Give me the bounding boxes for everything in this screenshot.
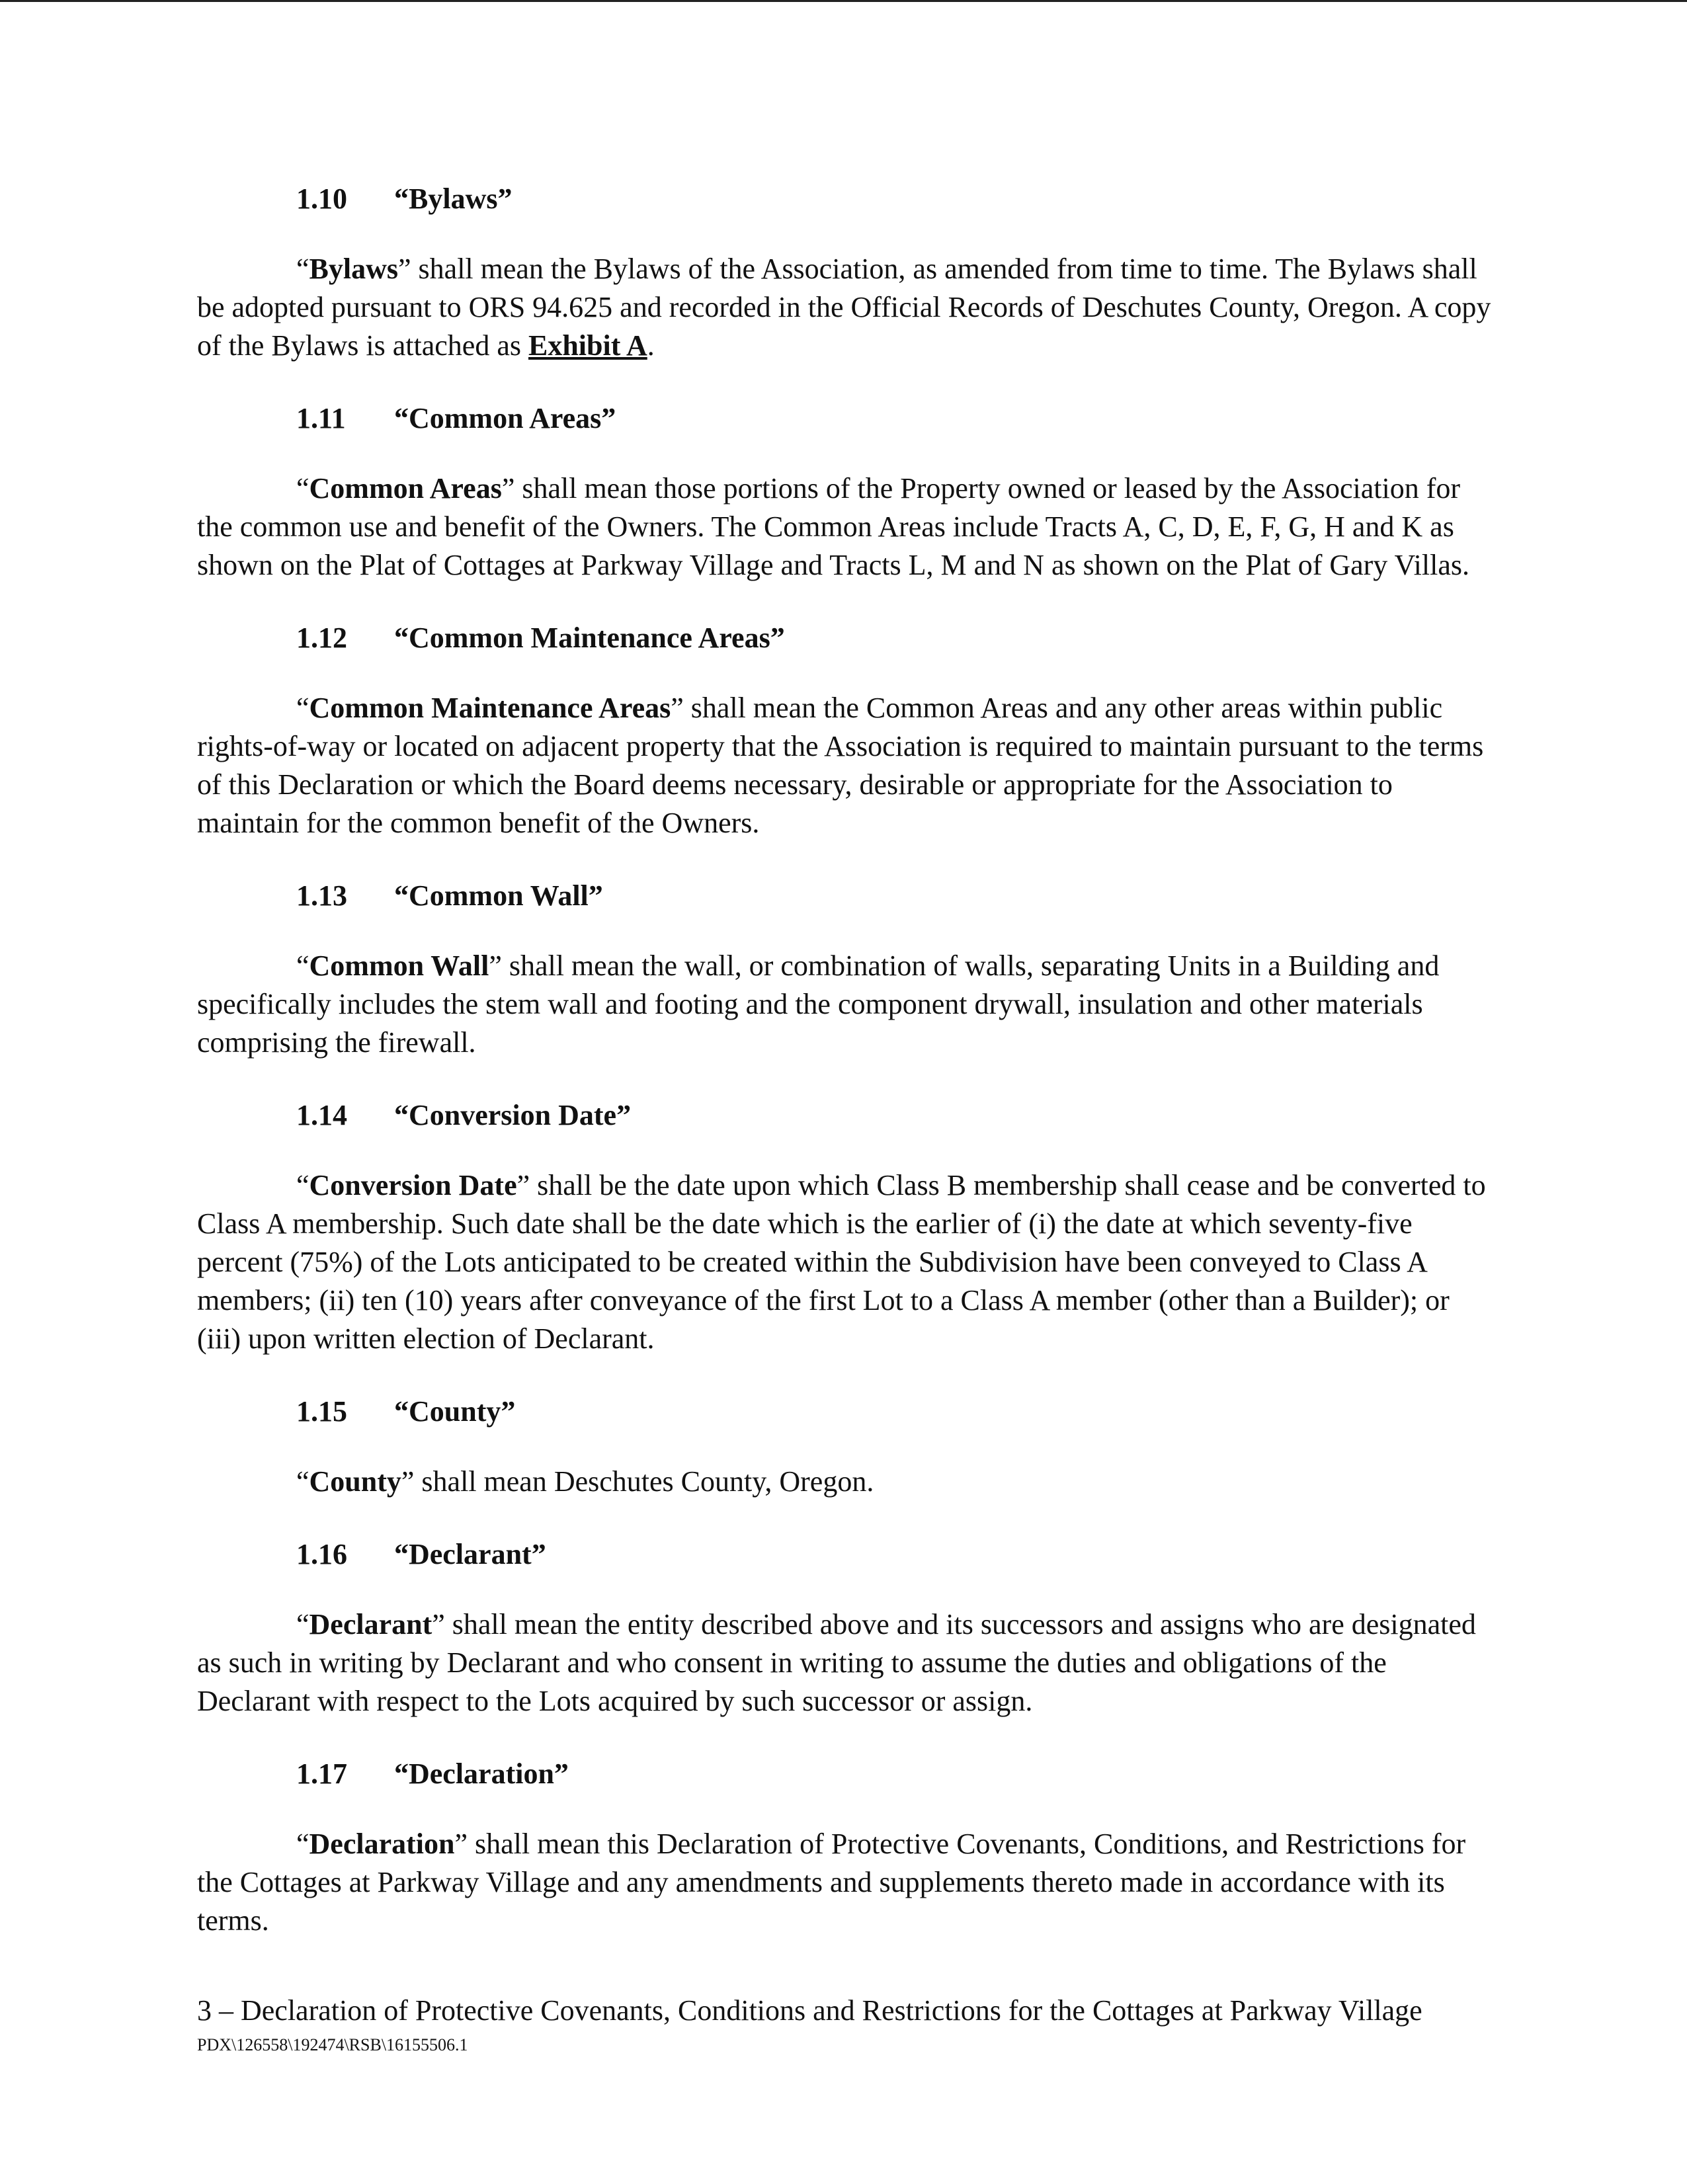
section-paragraph [197,947,1493,1062]
open-quote: “ [296,692,309,724]
defined-term: Declarant [309,1608,432,1640]
section-paragraph [197,689,1493,842]
section-paragraph [197,1825,1493,1940]
page-footer [197,1992,1493,2056]
defined-term: Common Areas [309,472,502,505]
section-title: “Common Maintenance Areas” [394,622,785,654]
section-number: 1.11 [296,402,346,434]
section-heading [296,1535,1493,1574]
open-quote: “ [296,472,309,505]
period: . [647,329,655,362]
defined-term: Declaration [309,1828,455,1860]
section-title: “Conversion Date” [394,1099,632,1131]
section-paragraph [197,1166,1493,1358]
open-quote: “ [296,1465,309,1498]
definition-text: ” shall mean this Declaration of Protective Covenants, Conditions, and Restrictions for the Cottages at Parkway Village and any amendments and supplements thereto made in accordance with its terms. [197,1828,1466,1937]
section-title: “Common Areas” [394,402,616,434]
section-heading [296,877,1493,915]
section-heading [296,619,1493,657]
definition-text: ” shall mean the wall, or combination of walls, separating Units in a Building and specifically includes the stem wall and footing and the component drywall, insulation and other materials comprising the firewall. [197,950,1440,1059]
defined-term: Common Wall [309,950,489,982]
section-title: “County” [394,1395,516,1428]
open-quote: “ [296,1608,309,1640]
section-title: “Bylaws” [394,182,513,215]
page-top-border [0,0,1687,2]
section-paragraph [197,1463,1493,1501]
section-number: 1.14 [296,1099,347,1131]
section-number: 1.10 [296,182,347,215]
section-title: “Common Wall” [394,879,603,912]
section-heading [296,1096,1493,1135]
section-number: 1.12 [296,622,347,654]
definition-text: ” shall mean the Common Areas and any other areas within public rights-of-way or located on adjacent property that the Association is required to maintain pursuant to the terms of this Declaration or which the Board deems necessary, desirable or appropriate for the Association to maintain for the common benefit of the Owners. [197,692,1484,839]
section-paragraph [197,469,1493,585]
section-paragraph [197,1605,1493,1720]
definition-text: ” shall mean the entity described above and its successors and assigns who are designated as such in writing by Declarant and who consent in writing to assume the duties and obligations of the Declarant with respect to the Lots acquired by such successor or assign. [197,1608,1476,1717]
section-number: 1.17 [296,1758,347,1790]
open-quote: “ [296,1169,309,1201]
section-number: 1.16 [296,1538,347,1570]
section-heading [296,180,1493,218]
exhibit-reference: Exhibit A [528,329,647,362]
section-paragraph [197,250,1493,365]
defined-term: Common Maintenance Areas [309,692,671,724]
open-quote: “ [296,253,309,285]
section-heading [296,1393,1493,1431]
section-number: 1.13 [296,879,347,912]
section-heading [296,1755,1493,1793]
section-heading [296,399,1493,438]
open-quote: “ [296,1828,309,1860]
section-title: “Declarant” [394,1538,546,1570]
defined-term: Conversion Date [309,1169,517,1201]
defined-term: Bylaws [309,253,399,285]
defined-term: County [309,1465,401,1498]
definition-text: ” shall be the date upon which Class B membership shall cease and be converted to Class A membership. Such date shall be the date which is the earlier of (i) the date at which seventy-five percent (75%) of the Lots anticipated to be created within the Subdivision have been conveyed to Class A members; (ii) ten (10) years after conveyance of the first Lot to a Class A member (other than a Builder); or (iii) upon written election of Declarant. [197,1169,1486,1355]
section-title: “Declaration” [394,1758,569,1790]
open-quote: “ [296,950,309,982]
definition-text: ” shall mean the Bylaws of the Association, as amended from time to time. The Bylaws shall be adopted pursuant to ORS 94.625 and recorded in the Official Records of Deschutes County, Oregon. A copy of the Bylaws is attached as [197,253,1491,362]
document-body [197,180,1493,1974]
footer-title: 3 – Declaration of Protective Covenants, Conditions and Restrictions for the Cottages at Parkway Village [197,1994,1422,2027]
definition-text: ” shall mean Deschutes County, Oregon. [401,1465,874,1498]
document-code: PDX\126558\192474\RSB\16155506.1 [197,2035,468,2054]
definition-text: ” shall mean those portions of the Property owned or leased by the Association for the common use and benefit of the Owners. The Common Areas include Tracts A, C, D, E, F, G, H and K as shown on the Plat of Cottages at Parkway Village and Tracts L, M and N as shown on the Plat of Gary Villas. [197,472,1469,581]
section-number: 1.15 [296,1395,347,1428]
